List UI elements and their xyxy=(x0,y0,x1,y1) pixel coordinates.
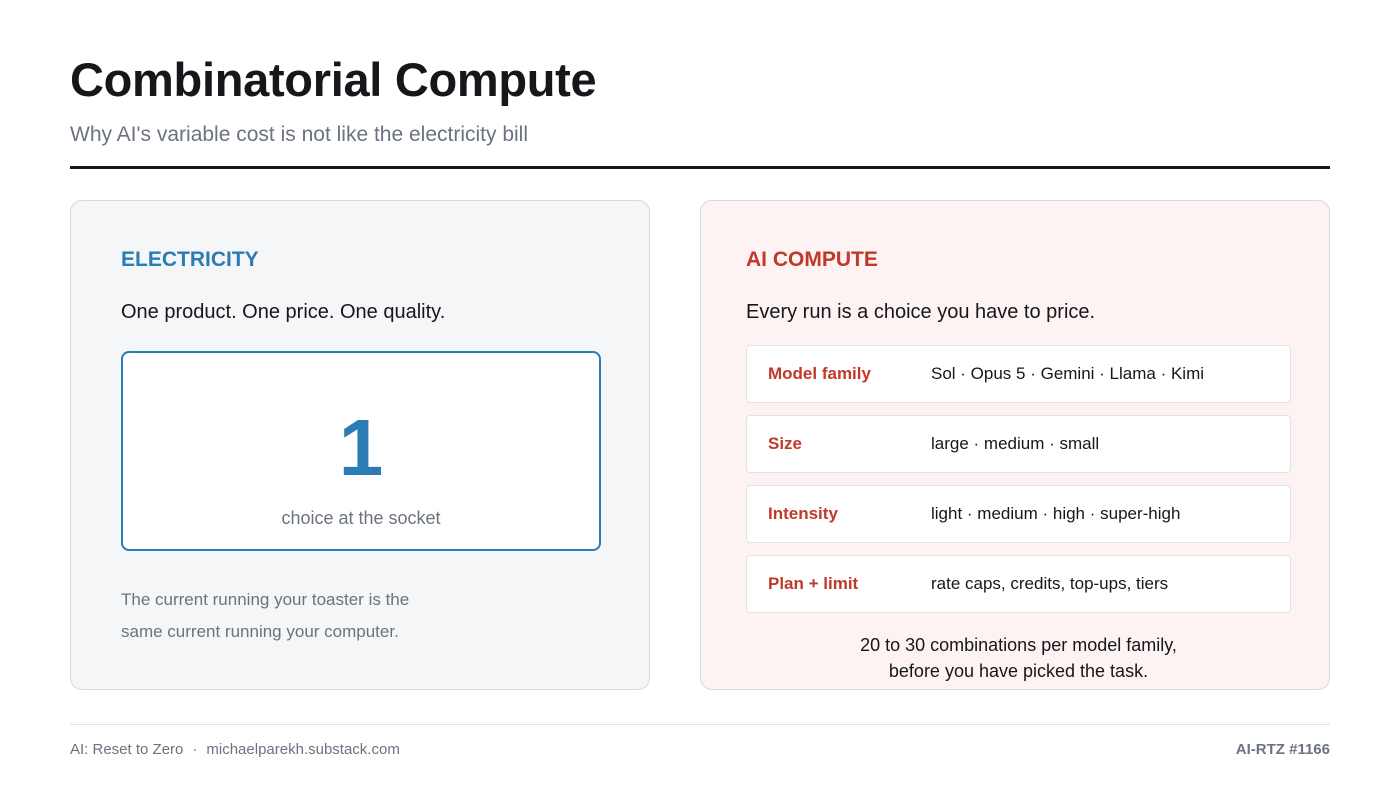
socket-choice-count: 1 xyxy=(338,403,384,492)
option-label: Size xyxy=(768,434,803,453)
ai-compute-heading: AI COMPUTE xyxy=(746,248,878,271)
page-title: Combinatorial Compute xyxy=(70,53,597,106)
option-values: Sol · Opus 5 · Gemini · Llama · Kimi xyxy=(931,364,1205,383)
ai-compute-footnote-line-1: 20 to 30 combinations per model family, xyxy=(860,635,1177,655)
option-values: large · medium · small xyxy=(931,434,1100,453)
header-divider xyxy=(70,166,1330,169)
footer-separator: · xyxy=(192,741,198,758)
footer-divider xyxy=(70,724,1330,725)
socket-choice-caption: choice at the socket xyxy=(281,508,441,528)
electricity-note-line-2: same current running your computer. xyxy=(121,622,399,641)
option-row-size xyxy=(746,415,1291,473)
ai-compute-footnote xyxy=(746,632,1291,684)
option-row-plan-limit xyxy=(746,555,1291,613)
electricity-heading: ELECTRICITY xyxy=(121,248,259,271)
electricity-panel xyxy=(70,200,650,690)
page-subtitle: Why AI's variable cost is not like the electricity bill xyxy=(70,123,529,146)
ai-compute-footnote-line-2: before you have picked the task. xyxy=(888,661,1149,681)
footer-brand: AI: Reset to Zero xyxy=(70,741,184,758)
option-values: light · medium · high · super-high xyxy=(931,504,1181,523)
footer-issue-number: AI-RTZ #1166 xyxy=(1235,741,1330,758)
electricity-lead: One product. One price. One quality. xyxy=(121,301,446,323)
socket-choice-box xyxy=(121,351,601,551)
footer-site: michaelparekh.substack.com xyxy=(206,741,400,758)
option-values: rate caps, credits, top-ups, tiers xyxy=(931,574,1169,593)
option-label: Model family xyxy=(768,364,871,383)
option-row-intensity xyxy=(746,485,1291,543)
electricity-note xyxy=(121,584,441,648)
ai-compute-lead: Every run is a choice you have to price. xyxy=(746,301,1096,323)
footer-credit xyxy=(70,740,400,760)
option-label: Intensity xyxy=(768,504,838,523)
ai-compute-panel xyxy=(700,200,1330,690)
option-row-model-family xyxy=(746,345,1291,403)
option-label: Plan + limit xyxy=(768,574,859,593)
electricity-note-line-1: The current running your toaster is the xyxy=(121,590,410,609)
